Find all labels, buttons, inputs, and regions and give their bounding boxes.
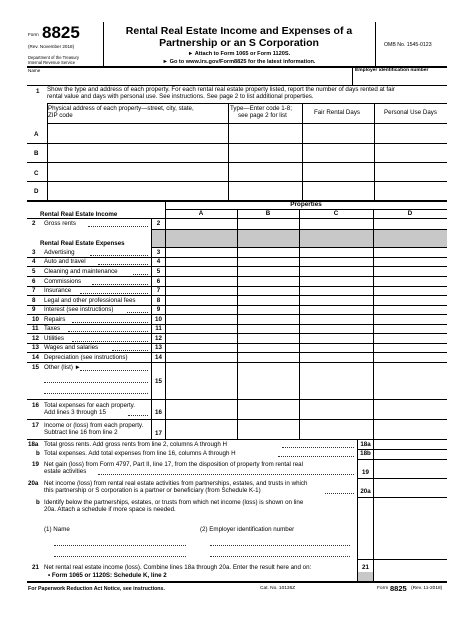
line14-box: 14: [155, 354, 162, 361]
footer-revision: (Rev. 11-2018): [411, 586, 443, 591]
line8-label: Legal and other professional fees: [44, 297, 136, 304]
omb-number: OMB No. 1545-0123: [384, 42, 432, 48]
department-line2: Internal Revenue Service: [28, 60, 76, 65]
line2-box: 2: [156, 220, 161, 227]
paperwork-notice: For Paperwork Reduction Act Notice, see instructions.: [28, 586, 165, 592]
line20b-text2: 20a. Attach a schedule if more space is needed.: [44, 506, 176, 513]
line18a-number: 18a: [28, 441, 39, 448]
line20a-number: 20a: [28, 480, 39, 487]
line19-text1: Net gain (loss) from Form 4797, Part II, line 17, from the disposition of property from rental real: [44, 461, 303, 468]
line18b-number: b: [36, 450, 40, 457]
line21-box: 21: [362, 564, 369, 571]
line3-label: Advertising: [44, 249, 75, 256]
name-label: Name: [28, 68, 41, 73]
line17-number: 17: [32, 422, 39, 429]
personal-use-days-header: Personal Use Days: [384, 109, 437, 116]
line7-box: 7: [156, 287, 161, 294]
line12-label: Utilities: [44, 335, 64, 342]
line3-number: 3: [32, 249, 36, 256]
line1-number: 1: [36, 88, 40, 95]
line9-label: Interest (see instructions): [44, 306, 114, 313]
form-title-line1: Rental Real Estate Income and Expenses of a: [125, 25, 353, 37]
line10-label: Repairs: [44, 316, 66, 323]
line20a-amount[interactable]: [374, 486, 446, 495]
department-line1: Department of the Treasury: [28, 55, 79, 60]
line18a-amount[interactable]: [374, 440, 446, 448]
line18b-text: Total expenses. Add total expenses from line 16, columns A through H: [44, 450, 236, 457]
type-col-header1: Type—Enter code 1-8;: [230, 105, 292, 112]
line15-box: 15: [155, 378, 162, 385]
line2-label: Gross rents: [44, 220, 76, 227]
line21-bullet: • Form 1065 or 1120S: Schedule K, line 2: [48, 572, 167, 579]
line20b-number: b: [36, 499, 40, 506]
property-A-address[interactable]: [48, 124, 227, 142]
form-title-line2: Partnership or an S Corporation: [159, 37, 319, 49]
properties-heading: Properties: [290, 201, 322, 208]
line21-number: 21: [32, 564, 39, 571]
ein-label: Employer identification number: [355, 68, 429, 73]
line5-box: 5: [156, 268, 161, 275]
property-row-B-label: B: [34, 150, 39, 157]
line6-label: Commissions: [44, 278, 82, 285]
line7-number: 7: [32, 287, 36, 294]
line17-text1: Income or (loss) from each property.: [44, 422, 144, 429]
line20b-text1: Identify below the partnerships, estates, or trusts from which net income (loss) is shown on line: [44, 499, 304, 506]
line19-text2: estate activities: [44, 468, 87, 475]
line14-number: 14: [32, 354, 39, 361]
property-D-address[interactable]: [48, 182, 227, 200]
line9-number: 9: [32, 306, 36, 313]
income-heading: Rental Real Estate Income: [40, 211, 118, 218]
line4-number: 4: [32, 258, 36, 265]
line6-number: 6: [32, 278, 36, 285]
line16-text1: Total expenses for each property.: [44, 402, 136, 409]
line16-text2: Add lines 3 through 15: [44, 409, 106, 416]
line19-amount[interactable]: [374, 467, 446, 476]
fair-rental-days-header: Fair Rental Days: [313, 109, 361, 116]
line20a-text1: Net income (loss) from rental real estate activities from partnerships, estates, and trusts in which: [44, 480, 308, 487]
line1-text1: Show the type and address of each property. For each rental real estate property listed, report the number of days rented at fair: [47, 86, 395, 93]
line21-amount[interactable]: [374, 561, 446, 579]
line3-box: 3: [156, 249, 161, 256]
line7-label: Insurance: [44, 287, 72, 294]
line21-text: Net rental real estate income (loss). Combine lines 18a through 20a. Enter the result here and on:: [44, 564, 312, 571]
line6-box: 6: [156, 278, 161, 285]
line10-box: 10: [155, 316, 162, 323]
line13-number: 13: [32, 344, 39, 351]
line18b-box: 18b: [360, 450, 371, 457]
line11-number: 11: [32, 325, 39, 332]
ein-field[interactable]: [355, 74, 445, 83]
line4-box: 4: [156, 258, 161, 265]
goto-instruction: ► Go to www.irs.gov/Form8825 for the latest information.: [162, 59, 316, 65]
form-number: 8825: [42, 23, 80, 42]
line16-box: 16: [155, 409, 162, 416]
property-col-B: B: [265, 210, 271, 217]
line15-number: 15: [32, 364, 39, 371]
property-col-C: C: [333, 210, 339, 217]
line4-label: Auto and travel: [44, 258, 86, 265]
line8-box: 8: [156, 297, 161, 304]
line17-text2: Subtract line 16 from line 2: [44, 429, 118, 436]
line5-number: 5: [32, 268, 36, 275]
property-row-A-label: A: [34, 131, 39, 138]
catalog-number: Cat. No. 10136Z: [260, 586, 296, 591]
line18a-box: 18a: [360, 441, 371, 448]
line20a-text2: this partnership or S corporation is a partner or beneficiary (from Schedule K-1): [44, 487, 261, 494]
line14-label: Depreciation (see instructions): [44, 354, 128, 361]
address-col-header2: ZIP code: [48, 112, 73, 119]
property-col-A: A: [198, 210, 204, 217]
form-word: Form: [28, 32, 39, 37]
ein-column-label: (2) Employer identification number: [200, 526, 295, 533]
line5-label: Cleaning and maintenance: [44, 268, 118, 275]
line11-label: Taxes: [44, 325, 61, 332]
line19-number: 19: [32, 461, 39, 468]
line8-number: 8: [32, 297, 36, 304]
line20a-box: 20a: [360, 488, 371, 495]
expenses-heading: Rental Real Estate Expenses: [40, 240, 125, 247]
partnership-name-field[interactable]: [54, 537, 186, 557]
line12-box: 12: [155, 335, 162, 342]
property-row-C-label: C: [34, 170, 39, 177]
footer-form-word: Form: [377, 586, 389, 591]
line13-box: 13: [155, 344, 162, 351]
property-col-D: D: [407, 210, 413, 217]
line9-box: 9: [156, 306, 161, 313]
line15-label: Other (list) ►: [44, 364, 81, 371]
property-B-address[interactable]: [48, 144, 227, 162]
line17-box: 17: [155, 430, 162, 437]
name-field[interactable]: [28, 74, 348, 83]
name-column-label: (1) Name: [44, 526, 70, 533]
type-col-header2: see page 2 for list: [238, 112, 287, 119]
revision-date: (Rev. November 2018): [28, 44, 75, 49]
line12-number: 12: [32, 335, 39, 342]
footer-form-number: 8825: [390, 584, 407, 593]
attach-instruction: ► Attach to Form 1065 or Form 1120S.: [187, 51, 291, 57]
address-col-header1: Physical address of each property—street, city, state,: [48, 105, 194, 112]
line1-text2: rental value and days with personal use. See instructions. See page 2 to list additional properties.: [47, 93, 314, 100]
line18b-amount[interactable]: [374, 450, 446, 458]
partnership-ein-field[interactable]: [210, 537, 350, 557]
property-row-D-label: D: [34, 188, 39, 195]
line10-number: 10: [32, 316, 39, 323]
line19-box: 19: [362, 469, 369, 476]
line2-number: 2: [32, 220, 36, 227]
line13-label: Wages and salaries: [44, 344, 99, 351]
line16-number: 16: [32, 402, 39, 409]
property-C-address[interactable]: [48, 163, 227, 181]
line18a-text: Total gross rents. Add gross rents from line 2, columns A through H: [44, 441, 227, 448]
line11-box: 11: [155, 325, 162, 332]
